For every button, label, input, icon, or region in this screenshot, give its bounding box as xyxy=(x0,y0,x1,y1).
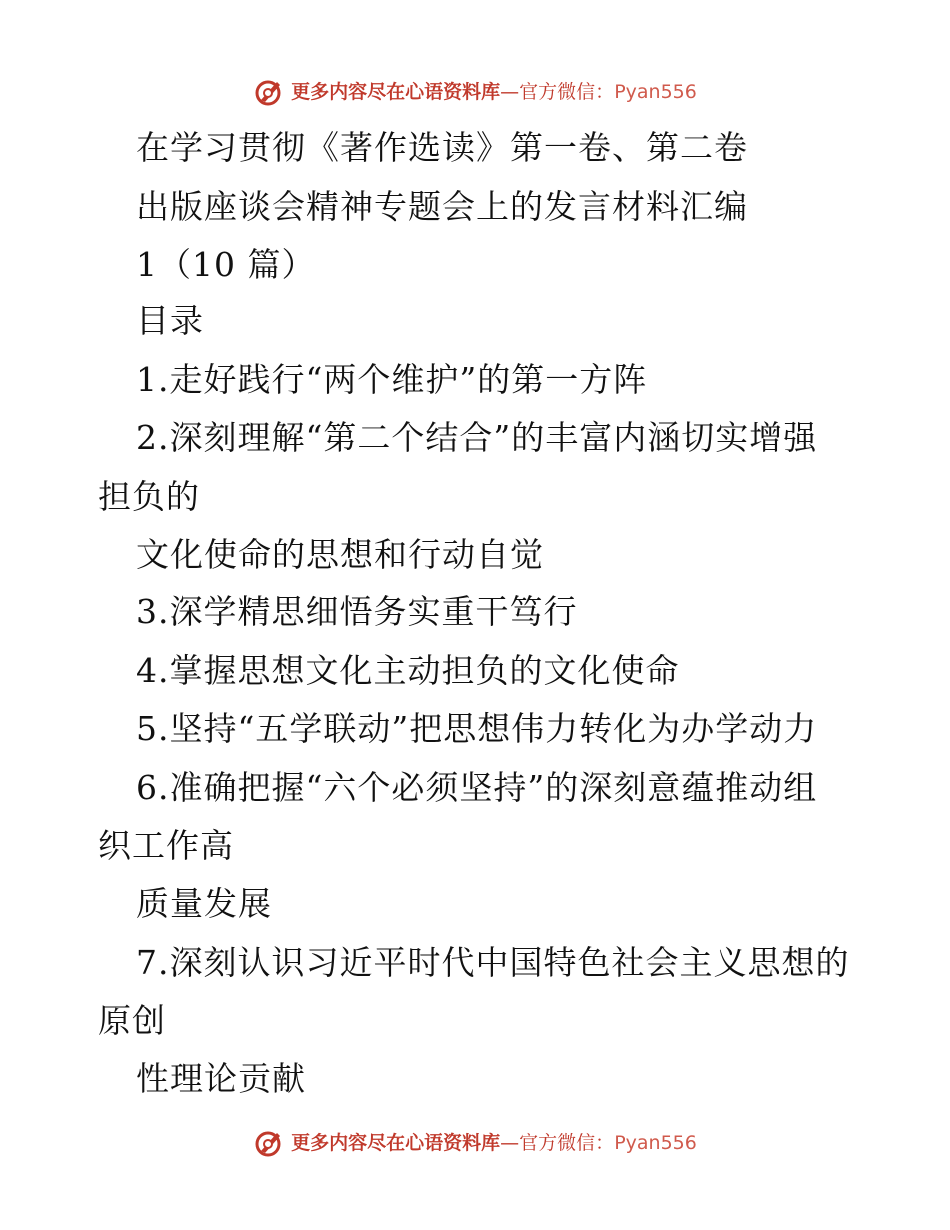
header-banner xyxy=(0,76,950,108)
toc-item-6-line-1: 6.准确把握“六个必须坚持”的深刻意蕴推动组 xyxy=(136,768,818,807)
banner-sub-text: 官方微信： xyxy=(519,81,615,103)
banner-wechat-id: Pyan556 xyxy=(614,1132,697,1154)
toc-item-3: 3.深学精思细悟务实重干笃行 xyxy=(136,592,578,631)
quill-pen-circle-icon xyxy=(253,76,285,108)
banner-dash: — xyxy=(500,81,520,103)
toc-item-4: 4.掌握思想文化主动担负的文化使命 xyxy=(136,651,680,690)
toc-item-6-line-3: 质量发展 xyxy=(136,884,272,923)
quill-pen-circle-icon xyxy=(253,1127,285,1159)
toc-item-5: 5.坚持“五学联动”把思想伟力转化为办学动力 xyxy=(136,709,818,748)
banner-dash: — xyxy=(500,1132,520,1154)
toc-heading: 目录 xyxy=(136,301,204,340)
banner-main-text: 更多内容尽在心语资料库 xyxy=(291,81,501,103)
footer-banner xyxy=(0,1127,950,1159)
banner-sub-text: 官方微信： xyxy=(519,1132,615,1154)
toc-item-6-line-2: 织工作高 xyxy=(98,826,234,865)
toc-item-1: 1.走好践行“两个维护”的第一方阵 xyxy=(136,360,648,399)
title-line-1: 在学习贯彻《著作选读》第一卷、第二卷 xyxy=(136,128,748,167)
title-line-2: 出版座谈会精神专题会上的发言材料汇编 xyxy=(136,187,748,226)
toc-item-2-line-2: 担负的 xyxy=(98,477,200,516)
toc-item-7-line-1: 7.深刻认识习近平时代中国特色社会主义思想的 xyxy=(136,943,850,982)
banner-wechat-id: Pyan556 xyxy=(614,81,697,103)
toc-item-7-line-3: 性理论贡献 xyxy=(136,1059,306,1098)
toc-item-7-line-2: 原创 xyxy=(98,1001,166,1040)
toc-item-2-line-3: 文化使命的思想和行动自觉 xyxy=(136,535,544,574)
toc-item-2-line-1: 2.深刻理解“第二个结合”的丰富内涵切实增强 xyxy=(136,418,818,457)
banner-main-text: 更多内容尽在心语资料库 xyxy=(291,1132,501,1154)
title-line-3: 1（10 篇） xyxy=(136,245,316,284)
